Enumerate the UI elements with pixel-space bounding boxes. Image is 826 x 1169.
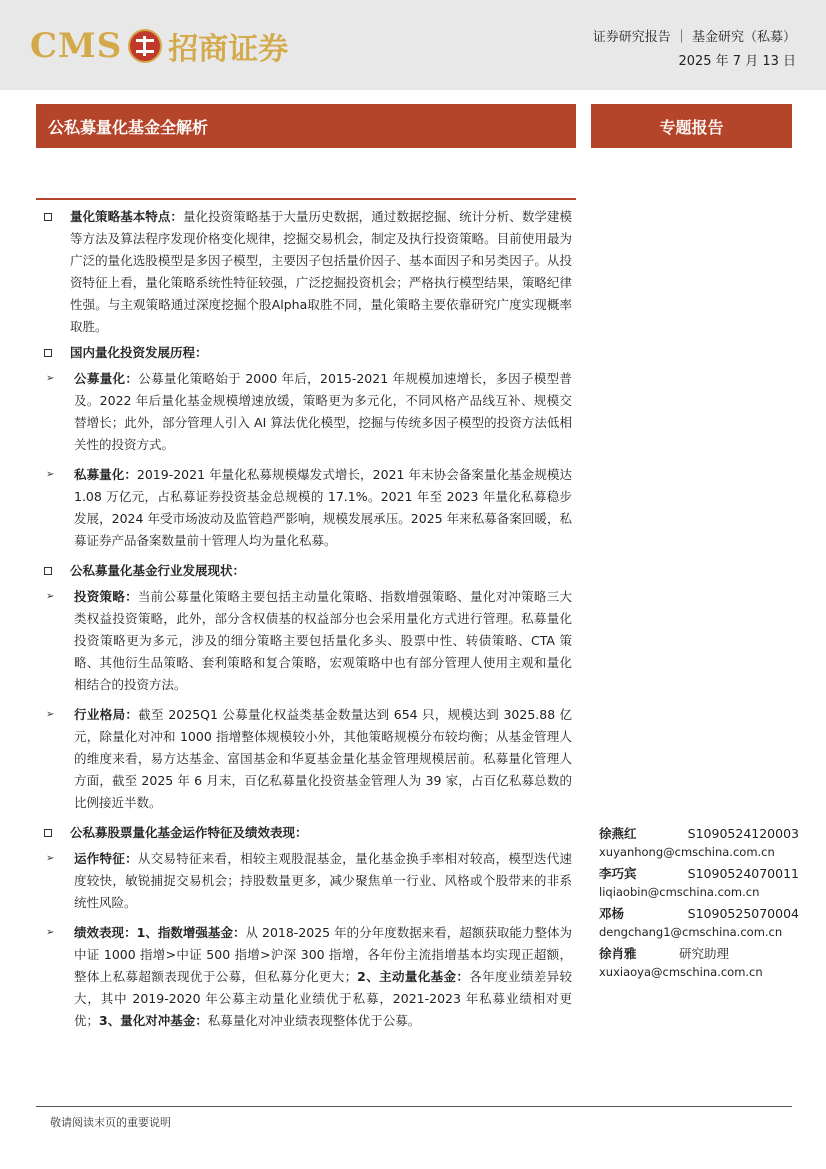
arrow-bullet-icon: ➢	[46, 373, 55, 384]
author-email[interactable]: dengchang1@cmschina.com.cn	[599, 925, 783, 939]
section-industry-status	[44, 560, 572, 582]
divider-line	[36, 198, 576, 200]
author-id: S1090524120003	[687, 826, 799, 841]
subsection-text: 截至 2025Q1 公募量化权益类基金数量达到 654 只，规模达到 3025.88 亿元，除量化对冲和 1000 指增整体规模较小外，其他策略规模分布较均衡；从基金管理人的维度来看，易方达基金、富国基金和华夏基金量化基金管理规模居前。私募量化管理人方面，截至 2025 年 6 月末，百亿私募量化投资基金管理人为 39 家，占百亿私募总数的比例接近半数。	[74, 707, 572, 810]
perf-part-2: 从 2018-2025 年的分年度数据来看，超额获取能力整体为中证 1000 指增>中证 500 指增>沪深 300 指增，各年份主流指增基本均实现正超额，整体上私募超额表现优于公募，但私募分化更大；	[74, 925, 572, 984]
subsection-heading: 公募量化：	[74, 371, 139, 386]
report-type: 专题报告	[659, 117, 724, 137]
arrow-bullet-icon: ➢	[46, 709, 55, 720]
logo-company-name: 招商证券	[168, 32, 289, 67]
author-name: 徐肖雅	[599, 946, 637, 961]
author-id: S1090524070011	[687, 866, 799, 881]
section-operations-performance	[44, 822, 572, 844]
section-text: 量化投资策略基于大量历史数据，通过数据挖掘、统计分析、数学建模等方法及算法程序发现价格变化规律，挖掘交易机会，制定及执行投资策略。目前使用最为广泛的量化选股模型是多因子模型，主要因子包括量价因子、基本面因子和另类因子。从投资特征上看，量化策略系统性特征较强，广泛挖掘投资机会；严格执行模型结果，策略纪律性强。与主观策略通过深度挖掘个股Alpha取胜不同，量化策略主要依靠研究广度实现概率取胜。	[70, 209, 572, 334]
subsection-operating-features	[44, 848, 572, 914]
arrow-bullet-icon: ➢	[46, 927, 55, 938]
report-type-bar	[591, 104, 792, 148]
section-heading: 公私募股票量化基金运作特征及绩效表现：	[70, 825, 308, 840]
author-name: 邓杨	[599, 906, 625, 921]
subsection-heading: 投资策略：	[74, 589, 138, 604]
section-heading: 公私募量化基金行业发展现状：	[70, 563, 246, 578]
perf-part-5: 3、量化对冲基金：	[99, 1013, 208, 1028]
section-heading: 国内量化投资发展历程：	[70, 345, 208, 360]
subsection-investment-strategy	[44, 586, 572, 696]
author-id: S1090525070004	[687, 906, 799, 921]
footer-divider	[36, 1106, 792, 1107]
section-heading: 量化策略基本特点：	[70, 209, 183, 224]
author-entry	[599, 824, 799, 860]
subsection-heading: 运作特征：	[74, 851, 138, 866]
arrow-bullet-icon: ➢	[46, 469, 55, 480]
author-email[interactable]: xuyanhong@cmschina.com.cn	[599, 845, 775, 859]
author-name: 徐燕红	[599, 826, 637, 841]
author-role: 研究助理	[678, 946, 729, 961]
subsection-heading: 行业格局：	[74, 707, 139, 722]
company-logo	[30, 24, 288, 68]
subsection-performance	[44, 922, 572, 1032]
subsection-heading: 私募量化：	[74, 467, 137, 482]
author-email[interactable]: liqiaobin@cmschina.com.cn	[599, 885, 760, 899]
subsection-text: 2019-2021 年量化私募规模爆发式增长，2021 年末协会备案量化基金规模达 1.08 万亿元，占私募证券投资基金总规模的 17.1%。2021 年至 2023 年量化私募稳步发展，2024 年受市场波动及监管趋严影响，规模发展承压。2025 年来私募备案回暖，私募证券产品备案数量前十管理人均为量化私募。	[74, 467, 572, 548]
subsection-heading: 绩效表现：	[74, 925, 137, 940]
perf-part-4: 各年度业绩差异较大，其中 2019-2020 年公募主动量化业绩优于私募，2021-2023 年私募业绩相对更优；	[74, 969, 572, 1028]
arrow-bullet-icon: ➢	[46, 853, 55, 864]
summary-body	[44, 206, 572, 1040]
square-bullet-icon	[44, 349, 52, 357]
report-date: 2025 年 7 月 13 日	[678, 54, 796, 69]
perf-part-3: 2、主动量化基金：	[357, 969, 470, 984]
subsection-text: 公募量化策略始于 2000 年后，2015-2021 年规模加速增长，多因子模型普及。2022 年后量化基金规模增速放缓，策略更为多元化，不同风格产品线互补、规模交替增长；此外，部分管理人引入 AI 算法优化模型，挖掘与传统多因子模型的投资方法低相关性的投资方式。	[74, 371, 572, 452]
section-quant-features	[44, 206, 572, 338]
report-category: 证券研究报告 ｜ 基金研究（私募）	[592, 30, 796, 45]
subsection-text: 当前公募量化策略主要包括主动量化策略、指数增强策略、量化对冲策略三大类权益投资策略，此外，部分含权债基的权益部分也会采用量化方式进行管理。私募量化投资策略更为多元，涉及的细分策略主要包括量化多头、股票中性、转债策略、CTA 策略、其他衍生品策略、套利策略和复合策略，宏观策略中也有部分管理人使用主观和量化相结合的投资方法。	[74, 589, 572, 692]
footer-note: 敬请阅读末页的重要说明	[50, 1116, 171, 1129]
author-list	[599, 824, 799, 984]
author-entry	[599, 864, 799, 900]
arrow-bullet-icon: ➢	[46, 591, 55, 602]
square-bullet-icon	[44, 213, 52, 221]
author-email[interactable]: xuxiaoya@cmschina.com.cn	[599, 965, 763, 979]
subsection-industry-landscape	[44, 704, 572, 814]
logo-cms-text: CMS	[30, 26, 123, 66]
square-bullet-icon	[44, 829, 52, 837]
report-title: 公私募量化基金全解析	[48, 117, 209, 137]
square-bullet-icon	[44, 567, 52, 575]
subsection-private-quant	[44, 464, 572, 552]
subsection-text: 从交易特征来看，相较主观股混基金，量化基金换手率相对较高，模型迭代速度较快，敏锐捕捉交易机会；持股数量更多，减少聚焦单一行业、风格或个股带来的非系统性风险。	[74, 851, 572, 910]
title-bar	[36, 104, 576, 148]
subsection-public-quant	[44, 368, 572, 456]
perf-part-1: 1、指数增强基金：	[136, 925, 246, 940]
author-entry	[599, 904, 799, 940]
perf-part-6: 私募量化对冲业绩表现整体优于公募。	[207, 1013, 421, 1028]
section-history	[44, 342, 572, 364]
logo-emblem-icon	[128, 29, 162, 63]
author-name: 李巧宾	[599, 866, 637, 881]
header-meta	[593, 26, 796, 74]
author-entry	[599, 944, 799, 980]
